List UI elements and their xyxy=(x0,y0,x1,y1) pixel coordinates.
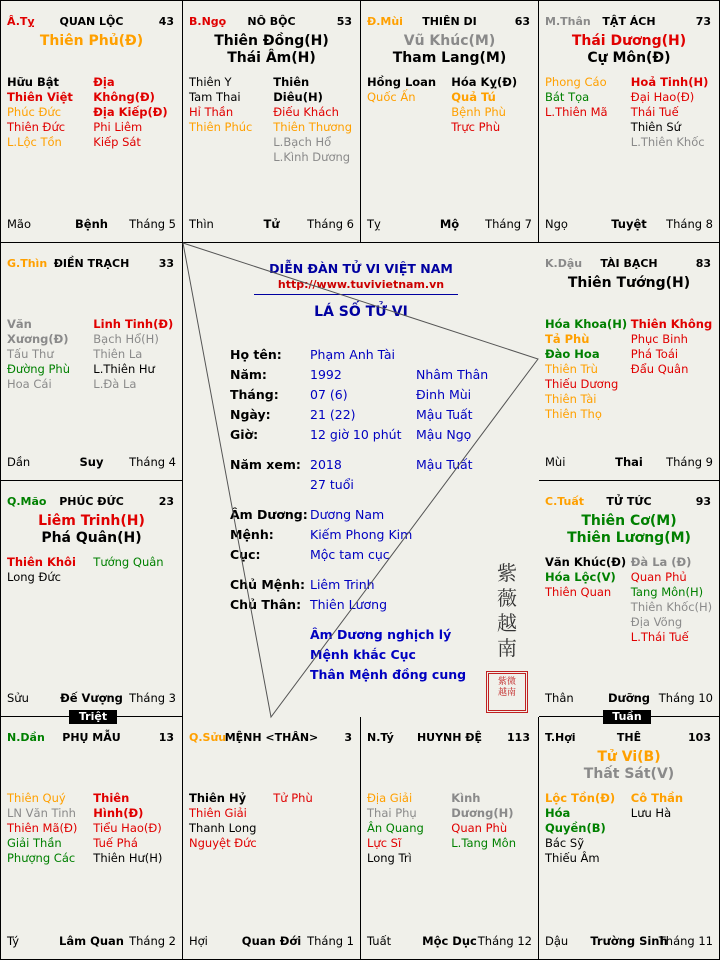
main-star: Thái Dương(H) xyxy=(571,33,687,49)
star: Địa Kiếp(Đ) xyxy=(93,105,168,119)
left-star-list xyxy=(545,555,628,600)
info-canchi: Mậu Tuất xyxy=(416,457,473,472)
palace-month: Tháng 10 xyxy=(658,691,713,705)
main-star: Thiên Đồng(H) xyxy=(214,33,329,49)
palace-branch: Hợi xyxy=(189,934,208,948)
star: Nguyệt Đức xyxy=(189,836,257,850)
right-star-list xyxy=(273,75,354,165)
info-canchi: Đinh Mùi xyxy=(416,387,472,402)
main-star: Tử Vi(B) xyxy=(597,749,661,765)
palace-ty2 xyxy=(361,717,539,959)
palace-footer xyxy=(7,691,176,706)
star: Địa Không(Đ) xyxy=(93,75,155,104)
palace-footer xyxy=(545,455,713,470)
right-star-list xyxy=(93,555,176,570)
star: Thiên Mã(Đ) xyxy=(7,821,78,835)
left-star-list xyxy=(7,75,90,150)
kanji-char: 南 xyxy=(497,636,517,660)
palace-ty xyxy=(1,1,183,243)
palace-branch: Tỵ xyxy=(367,217,381,231)
palace-header xyxy=(545,495,713,511)
star: Đường Phù xyxy=(7,362,70,376)
palace-ngo xyxy=(183,1,361,243)
star: Ân Quang xyxy=(367,821,424,835)
star: Quan Phù xyxy=(451,821,508,835)
info-value: 12 giờ 10 phút xyxy=(310,427,402,442)
palace-age: 3 xyxy=(344,731,352,744)
star: Địa Giải xyxy=(367,791,413,805)
palace-branch: Dần xyxy=(7,455,31,469)
star: Hoả Tinh(H) xyxy=(630,75,709,89)
main-star: Thiên Lương(M) xyxy=(567,530,691,546)
star: Văn Xương(Đ) xyxy=(7,317,69,346)
palace-can-chi: N.Dần xyxy=(7,731,45,744)
star: Kiếp Sát xyxy=(93,135,141,149)
star: Điếu Khách xyxy=(273,105,339,119)
palace-header xyxy=(545,15,713,31)
palace-branch: Mùi xyxy=(545,455,566,469)
palace-branch: Tuất xyxy=(367,934,392,948)
star: Thiên Thương xyxy=(273,120,353,134)
palace-footer xyxy=(189,934,354,949)
palace-age: 83 xyxy=(695,257,711,270)
main-star: Phá Quân(H) xyxy=(41,530,142,546)
palace-month: Tháng 11 xyxy=(658,934,713,948)
left-star-list xyxy=(7,317,90,392)
title-divider xyxy=(254,294,458,295)
star: Trực Phù xyxy=(451,120,501,134)
star: Thiên Quý xyxy=(7,791,66,805)
info-canchi: Mậu Ngọ xyxy=(416,427,472,442)
palace-footer xyxy=(545,691,713,706)
star: Thiếu Âm xyxy=(545,851,600,865)
star: Tang Môn(H) xyxy=(630,585,704,599)
palace-header xyxy=(189,731,354,747)
palace-can-chi: B.Ngọ xyxy=(189,15,227,28)
star: Tam Thai xyxy=(189,90,241,104)
left-star-list xyxy=(367,75,448,105)
info-label: Tháng: xyxy=(230,387,279,402)
star: Phục Binh xyxy=(630,332,688,346)
chart-heading: LÁ SỐ TỬ VI xyxy=(314,304,408,320)
info-value: Kiếm Phong Kim xyxy=(310,527,413,542)
palace-header xyxy=(545,257,713,273)
palace-footer xyxy=(7,934,176,949)
palace-name: TẬT ÁCH xyxy=(602,15,656,28)
trang-sinh-stage: Bệnh xyxy=(75,217,108,231)
star: Tuế Phá xyxy=(93,836,138,850)
palace-name: TỬ TỨC xyxy=(606,495,652,508)
info-label: Giờ: xyxy=(230,427,259,442)
star: L.Thiên Hư xyxy=(93,362,155,376)
palace-footer xyxy=(367,934,532,949)
star: Thiên Khốc(H) xyxy=(630,600,713,614)
chart-center-info xyxy=(184,243,538,717)
note-3: Thân Mệnh đồng cung xyxy=(310,667,467,682)
right-star-list xyxy=(631,791,714,821)
palace-age: 53 xyxy=(336,15,352,28)
palace-month: Tháng 4 xyxy=(129,455,176,469)
star: L.Thiên Khốc xyxy=(630,135,705,149)
palace-suu xyxy=(183,717,361,959)
star: Quan Phủ xyxy=(630,570,687,584)
palace-age: 43 xyxy=(158,15,174,28)
palace-branch: Sửu xyxy=(7,691,29,705)
star: L.Thiên Mã xyxy=(545,105,608,119)
info-value: 2018 xyxy=(310,457,342,472)
palace-month: Tháng 1 xyxy=(307,934,354,948)
palace-can-chi: M.Thân xyxy=(545,15,591,28)
star: Kình Dương(H) xyxy=(451,791,514,820)
info-label: Cục: xyxy=(230,547,261,562)
trang-sinh-stage: Suy xyxy=(79,455,104,469)
star: Địa Võng xyxy=(630,615,683,629)
star: Đại Hao(Đ) xyxy=(630,90,695,104)
star: Thiên Diêu(H) xyxy=(273,75,323,104)
right-star-list xyxy=(93,317,176,392)
star: Tấu Thư xyxy=(7,347,54,361)
star: Đẩu Quân xyxy=(630,362,689,376)
star: Thiên Quan xyxy=(545,585,612,599)
star: Tiểu Hao(Đ) xyxy=(93,821,162,835)
trang-sinh-stage: Đế Vượng xyxy=(60,691,123,705)
left-star-list xyxy=(545,791,628,866)
info-value: Phạm Anh Tài xyxy=(310,347,395,362)
star: Phong Cáo xyxy=(545,75,607,89)
trang-sinh-stage: Thai xyxy=(615,455,643,469)
palace-name: THIÊN DI xyxy=(422,15,477,28)
star: L.Bạch Hổ xyxy=(273,135,332,149)
star: Lực Sĩ xyxy=(367,836,402,850)
note-1: Âm Dương nghịch lý xyxy=(310,627,452,642)
star: Hóa Kỵ(Đ) xyxy=(451,75,518,89)
palace-can-chi: K.Dậu xyxy=(545,257,583,270)
kanji-char: 紫 xyxy=(497,561,517,585)
palace-can-chi: T.Hợi xyxy=(545,731,576,744)
star: Bác Sỹ xyxy=(545,836,585,850)
forum-url-link[interactable]: http://www.tuvivietnam.vn xyxy=(277,278,445,291)
star: Bát Tọa xyxy=(545,90,590,104)
star: Thiên Sứ xyxy=(630,120,681,134)
main-star: Thái Âm(H) xyxy=(227,50,316,66)
star: Thai Phụ xyxy=(367,806,417,820)
palace-can-chi: Q.Sửu xyxy=(189,731,227,744)
right-star-list xyxy=(93,791,176,866)
palace-can-chi: Q.Mão xyxy=(7,495,47,508)
kanji-char: 薇 xyxy=(497,586,517,610)
main-star: Thiên Phủ(Đ) xyxy=(39,33,144,49)
palace-age: 13 xyxy=(158,731,174,744)
info-label: Năm xem: xyxy=(230,457,301,472)
star: L.Đà La xyxy=(93,377,137,391)
info-value: 21 (22) xyxy=(310,407,356,422)
trang-sinh-stage: Quan Đới xyxy=(241,934,302,948)
palace-header xyxy=(7,495,176,511)
info-value: 07 (6) xyxy=(310,387,348,402)
palace-header xyxy=(189,15,354,31)
palace-branch: Dậu xyxy=(545,934,569,948)
info-value: Liêm Trinh xyxy=(310,577,375,592)
palace-branch: Thìn xyxy=(189,217,214,231)
kanji-char: 越 xyxy=(497,611,517,635)
star: Hóa Khoa(H) xyxy=(545,317,628,331)
trang-sinh-stage: Lâm Quan xyxy=(59,934,124,948)
palace-month: Tháng 12 xyxy=(477,934,532,948)
palace-month: Tháng 7 xyxy=(485,217,532,231)
seal-row: 紫微 xyxy=(497,677,516,687)
palace-age: 63 xyxy=(514,15,530,28)
star: L.Thái Tuế xyxy=(630,630,689,644)
palace-mui xyxy=(361,1,539,243)
palace-than xyxy=(539,1,719,243)
star: Đà La (Đ) xyxy=(630,555,692,569)
info-value: 1992 xyxy=(310,367,342,382)
star: Thiên Phúc xyxy=(189,120,253,134)
star: Thiên Thọ xyxy=(545,407,602,421)
info-value: Dương Nam xyxy=(310,507,385,522)
star: L.Lộc Tồn xyxy=(7,135,62,149)
palace-month: Tháng 8 xyxy=(666,217,713,231)
palace-name: PHỤ MẪU xyxy=(62,731,121,744)
palace-header xyxy=(7,731,176,747)
star: Tử Phù xyxy=(273,791,313,805)
palace-can-chi: Â.Tỵ xyxy=(7,15,35,28)
star: Phượng Các xyxy=(7,851,76,865)
star: Linh Tinh(Đ) xyxy=(93,317,174,331)
palace-can-chi: Đ.Mùi xyxy=(367,15,403,28)
star: L.Kình Dương xyxy=(273,150,351,164)
forum-title: DIỄN ĐÀN TỬ VI VIỆT NAM xyxy=(269,261,453,276)
palace-can-chi: C.Tuất xyxy=(545,495,585,508)
right-star-list xyxy=(273,791,354,806)
star: Long Trì xyxy=(367,851,412,865)
main-star: Tham Lang(M) xyxy=(392,50,507,66)
palace-name: THÊ xyxy=(616,731,642,744)
kanji-vertical-text xyxy=(496,561,518,661)
triet-badge: Triệt xyxy=(69,710,117,724)
palace-footer xyxy=(545,217,713,232)
star: Thiên Tài xyxy=(545,392,597,406)
palace-branch: Ngọ xyxy=(545,217,568,231)
palace-header xyxy=(367,15,532,31)
left-star-list xyxy=(189,75,270,135)
palace-name: NÔ BỘC xyxy=(247,15,296,28)
info-canchi: Nhâm Thân xyxy=(416,367,489,382)
palace-name: MỆNH <THÂN> xyxy=(224,731,319,744)
palace-can-chi: G.Thìn xyxy=(7,257,48,270)
palace-header xyxy=(7,15,176,31)
star: Thiếu Dương xyxy=(545,377,619,391)
main-star: Vũ Khúc(M) xyxy=(403,33,496,49)
palace-hoi xyxy=(539,717,719,959)
palace-month: Tháng 9 xyxy=(666,455,713,469)
right-star-list xyxy=(631,317,714,377)
star: Bạch Hổ(H) xyxy=(93,332,159,346)
star: Hóa Quyền(B) xyxy=(545,806,606,835)
star: Quả Tú xyxy=(451,90,496,104)
palace-age: 23 xyxy=(158,495,174,508)
star: Thiên Không xyxy=(630,317,713,331)
palace-age: 33 xyxy=(158,257,174,270)
palace-age: 103 xyxy=(688,731,711,744)
right-star-list xyxy=(451,791,532,851)
tuan-badge: Tuần xyxy=(603,710,651,724)
star: L.Tang Môn xyxy=(451,836,516,850)
main-star: Thiên Tướng(H) xyxy=(567,275,691,291)
palace-month: Tháng 6 xyxy=(307,217,354,231)
star: Thiên Hình(Đ) xyxy=(93,791,144,820)
star: Lộc Tồn(Đ) xyxy=(545,791,616,805)
palace-name: HUYNH ĐỆ xyxy=(416,731,483,744)
star: Thiên La xyxy=(93,347,143,361)
palace-mao xyxy=(1,481,183,717)
left-star-list xyxy=(545,75,628,120)
info-label: Ngày: xyxy=(230,407,271,422)
red-seal-stamp xyxy=(486,671,528,713)
trang-sinh-stage: Dưỡng xyxy=(607,691,651,705)
info-value: Thiên Lương xyxy=(310,597,388,612)
info-label: Chủ Mệnh: xyxy=(230,577,306,592)
palace-header xyxy=(367,731,532,747)
palace-footer xyxy=(545,934,713,949)
main-star: Liêm Trinh(H) xyxy=(38,513,145,529)
trang-sinh-stage: Tử xyxy=(263,217,280,231)
info-value: Mộc tam cục xyxy=(310,547,390,562)
star: Hóa Lộc(V) xyxy=(545,570,616,584)
left-star-list xyxy=(367,791,448,866)
star: Hoa Cái xyxy=(7,377,52,391)
right-star-list xyxy=(631,75,714,150)
star: LN Văn Tinh xyxy=(7,806,76,820)
palace-month: Tháng 3 xyxy=(129,691,176,705)
right-star-list xyxy=(451,75,532,135)
star: Cô Thần xyxy=(630,791,684,805)
info-label: Âm Dương: xyxy=(230,507,308,522)
right-star-list xyxy=(93,75,176,150)
star: Thiên Việt xyxy=(7,90,73,104)
star: Phúc Đức xyxy=(7,105,62,119)
seal-row: 越南 xyxy=(497,688,516,698)
palace-can-chi: N.Tý xyxy=(367,731,394,744)
palace-tuat xyxy=(539,481,719,717)
palace-month: Tháng 5 xyxy=(129,217,176,231)
left-star-list xyxy=(189,791,270,851)
info-label: Năm: xyxy=(230,367,267,382)
star: Bệnh Phù xyxy=(451,105,506,119)
palace-age: 73 xyxy=(695,15,711,28)
palace-month: Tháng 2 xyxy=(129,934,176,948)
star: Phá Toái xyxy=(630,347,679,361)
star: Thiên Trù xyxy=(545,362,598,376)
star: Thiên Y xyxy=(189,75,232,89)
palace-branch: Tý xyxy=(7,934,20,948)
palace-footer xyxy=(7,455,176,470)
palace-dan xyxy=(1,717,183,959)
star: Long Đức xyxy=(7,570,62,584)
star: Thái Tuế xyxy=(630,105,679,119)
trang-sinh-stage: Mộc Dục xyxy=(422,934,477,948)
star: Giải Thần xyxy=(7,836,62,850)
trang-sinh-stage: Tuyệt xyxy=(611,217,647,231)
info-label: Chủ Thân: xyxy=(230,597,302,612)
info-canchi: Mậu Tuất xyxy=(416,407,473,422)
star: Phi Liêm xyxy=(93,120,143,134)
star: Hữu Bật xyxy=(7,75,60,89)
palace-dau xyxy=(539,243,719,481)
palace-branch: Thân xyxy=(545,691,574,705)
star: Thiên Đức xyxy=(7,120,66,134)
palace-header xyxy=(7,257,176,273)
note-2: Mệnh khắc Cục xyxy=(310,647,416,662)
star: Tướng Quân xyxy=(93,555,164,569)
info-label: Họ tên: xyxy=(230,347,282,362)
main-star: Cự Môn(Đ) xyxy=(587,50,671,66)
star: Lưu Hà xyxy=(630,806,672,820)
main-star: Thất Sát(V) xyxy=(583,766,675,782)
star: Hỉ Thần xyxy=(189,105,234,119)
star: Hồng Loan xyxy=(367,75,437,89)
star: Đào Hoa xyxy=(545,347,600,361)
palace-thin xyxy=(1,243,183,481)
star: Thiên Hỷ xyxy=(189,791,247,805)
palace-footer xyxy=(189,217,354,232)
star: Thiên Khôi xyxy=(7,555,76,569)
left-star-list xyxy=(545,317,628,422)
palace-name: TÀI BẠCH xyxy=(600,257,658,270)
left-star-list xyxy=(7,791,90,866)
info-label: Mệnh: xyxy=(230,527,274,542)
palace-age: 113 xyxy=(507,731,530,744)
palace-footer xyxy=(7,217,176,232)
palace-age: 93 xyxy=(695,495,711,508)
star: Quốc Ấn xyxy=(367,90,416,104)
star: Thanh Long xyxy=(189,821,257,835)
star: Văn Khúc(Đ) xyxy=(545,555,627,569)
star: Thiên Giải xyxy=(189,806,247,820)
palace-footer xyxy=(367,217,532,232)
info-value: 27 tuổi xyxy=(310,477,354,492)
left-star-list xyxy=(7,555,90,585)
trang-sinh-stage: Mộ xyxy=(439,217,460,231)
palace-header xyxy=(545,731,713,747)
palace-name: ĐIỀN TRẠCH xyxy=(53,257,130,270)
main-star: Thiên Cơ(M) xyxy=(581,513,677,529)
palace-name: PHÚC ĐỨC xyxy=(59,495,124,508)
palace-branch: Mão xyxy=(7,217,32,231)
trang-sinh-stage: Trường Sinh xyxy=(590,934,668,948)
palace-name: QUAN LỘC xyxy=(59,15,124,28)
star: Thiên Hư(H) xyxy=(93,851,163,865)
right-star-list xyxy=(631,555,714,645)
star: Tả Phù xyxy=(545,332,590,346)
